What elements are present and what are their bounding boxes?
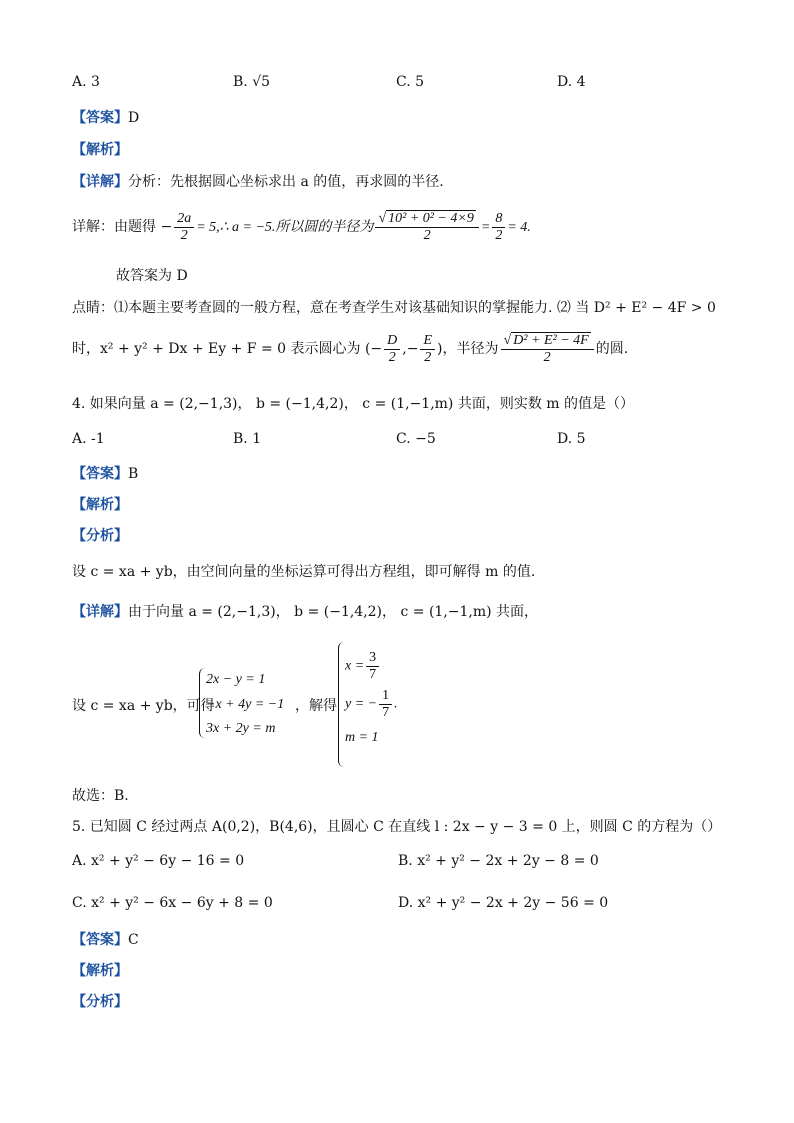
q4-option-d: D. 5 xyxy=(557,431,586,447)
q5-answer-line xyxy=(72,930,139,950)
frac-radius-den: 2 xyxy=(543,349,551,365)
q4-jiexi-tag: 【解析】 xyxy=(72,497,128,513)
q3-solve-line xyxy=(72,210,531,245)
frac-d xyxy=(384,333,400,366)
q5-option-d: D. x² + y² − 2x + 2y − 56 = 0 xyxy=(398,895,609,911)
answer-value: B xyxy=(128,466,139,482)
eq-sign: = xyxy=(480,220,491,235)
frac-radius-num: √ D² + E² − 4F xyxy=(501,333,594,350)
q5-jiexi-tag: 【解析】 xyxy=(72,963,128,979)
q4-option-c: C. −5 xyxy=(396,431,436,447)
note-b: )，半径为 xyxy=(437,341,499,357)
answer-tag: 【答案】 xyxy=(72,932,128,948)
frac-den: 2 xyxy=(180,227,188,243)
note-c: 的圆. xyxy=(595,341,629,357)
q3-option-a: A. 3 xyxy=(72,74,100,90)
q4-answer-line xyxy=(72,464,138,484)
q3-option-b: B. √5 xyxy=(233,74,271,90)
q4-fenxi-tag: 【分析】 xyxy=(72,528,128,544)
sol-y xyxy=(345,688,398,721)
sol-y-lhs: y = − xyxy=(345,696,378,712)
q5-option-c: C. x² + y² − 6x − 6y + 8 = 0 xyxy=(72,895,273,911)
sol-x xyxy=(345,650,381,683)
frac-e-num: E xyxy=(420,333,435,350)
q3-option-d: D. 4 xyxy=(557,74,586,90)
note-comma: ,− xyxy=(402,341,419,357)
sol-x-den: 7 xyxy=(369,667,377,682)
q4-stem: 4. 如果向量 a = (2,−1,3)， b = (−1,4,2)， c = (1,−1,m) 共面，则实数 m 的值是（） xyxy=(72,396,635,412)
fraction xyxy=(174,211,194,244)
q5-option-a: A. x² + y² − 6y − 16 = 0 xyxy=(72,853,245,869)
frac-e-den: 2 xyxy=(424,349,432,365)
q4-option-a: A. -1 xyxy=(72,431,105,447)
radius-fraction xyxy=(375,211,478,244)
solve-end: = 4. xyxy=(507,220,531,235)
q4-set-text: 设 c = xa + yb，可得 xyxy=(72,698,215,714)
solve-prefix: 详解：由题得 − xyxy=(72,219,173,235)
q5-option-b: B. x² + y² − 2x + 2y − 8 = 0 xyxy=(398,853,599,869)
q4-fenxi-text: 设 c = xa + yb，由空间向量的坐标运算可得出方程组，即可解得 m 的值. xyxy=(72,564,536,580)
q4-solve-word: ，解得 xyxy=(295,698,337,714)
frac-d-den: 2 xyxy=(388,349,396,365)
sol-y-den: 7 xyxy=(382,705,390,720)
detail-text: 由于向量 a = (2,−1,3)， b = (−1,4,2)， c = (1,−1,m) 共面， xyxy=(128,604,539,620)
q3-conclusion: 故答案为 D xyxy=(116,268,188,284)
q3-jiexi-tag: 【解析】 xyxy=(72,142,128,158)
sys-eq-1: 2x − y = 1 xyxy=(206,672,266,687)
left-brace-icon-2 xyxy=(338,642,345,767)
detail-text: 分析：先根据圆心坐标求出 a 的值，再求圆的半径. xyxy=(128,174,444,190)
detail-tag: 【详解】 xyxy=(72,174,128,190)
sol-end: . xyxy=(394,696,398,712)
q4-option-b: B. 1 xyxy=(233,431,262,447)
q3-note-line-2 xyxy=(72,330,628,368)
fraction-2 xyxy=(492,211,505,244)
note-radical: D² + E² − 4F xyxy=(513,332,589,348)
sol-m: m = 1 xyxy=(345,730,379,745)
sys-eq-3: 3x + 2y = m xyxy=(206,721,276,736)
answer-value: D xyxy=(128,110,140,126)
frac-d-num: D xyxy=(384,333,400,350)
sol-y-num: 1 xyxy=(379,688,392,705)
left-brace-icon xyxy=(199,668,206,738)
answer-tag: 【答案】 xyxy=(72,466,128,482)
sol-y-frac xyxy=(379,688,392,721)
q4-detail-line xyxy=(72,602,538,622)
frac-num: 2a xyxy=(174,211,194,228)
frac2-num: 8 xyxy=(492,211,505,228)
q3-detail-line xyxy=(72,172,444,192)
q4-choose: 故选：B. xyxy=(72,788,129,804)
q3-note-line-1: 点睛：⑴本题主要考查圆的一般方程，意在考查学生对该基础知识的掌握能力. ⑵ 当 D² + E² − 4F > 0 xyxy=(72,300,716,316)
q3-option-c: C. 5 xyxy=(396,74,425,90)
answer-tag: 【答案】 xyxy=(72,110,128,126)
sol-x-frac xyxy=(366,650,379,683)
note-a: 时，x² + y² + Dx + Ey + F = 0 表示圆心为 (− xyxy=(72,341,383,357)
sol-x-num: 3 xyxy=(366,650,379,667)
frac-radius xyxy=(501,333,594,366)
q5-fenxi-tag: 【分析】 xyxy=(72,994,128,1010)
radius-den: 2 xyxy=(423,227,431,243)
q3-answer-line xyxy=(72,108,139,128)
answer-value: C xyxy=(128,932,139,948)
frac2-den: 2 xyxy=(495,227,503,243)
sys-eq-2: −x + 4y = −1 xyxy=(206,697,285,712)
radical: 10² + 0² − 4×9 xyxy=(388,210,474,226)
sol-x-lhs: x = xyxy=(345,658,365,674)
detail-tag: 【详解】 xyxy=(72,604,128,620)
frac-e xyxy=(420,333,435,366)
q5-stem: 5. 已知圆 C 经过两点 A(0,2)，B(4,6)，且圆心 C 在直线 l : 2x − y − 3 = 0 上，则圆 C 的方程为（） xyxy=(72,819,722,835)
solve-mid: = 5,∴ a = −5.所以圆的半径为 xyxy=(196,220,374,235)
radical-num: √ 10² + 0² − 4×9 xyxy=(375,211,478,228)
